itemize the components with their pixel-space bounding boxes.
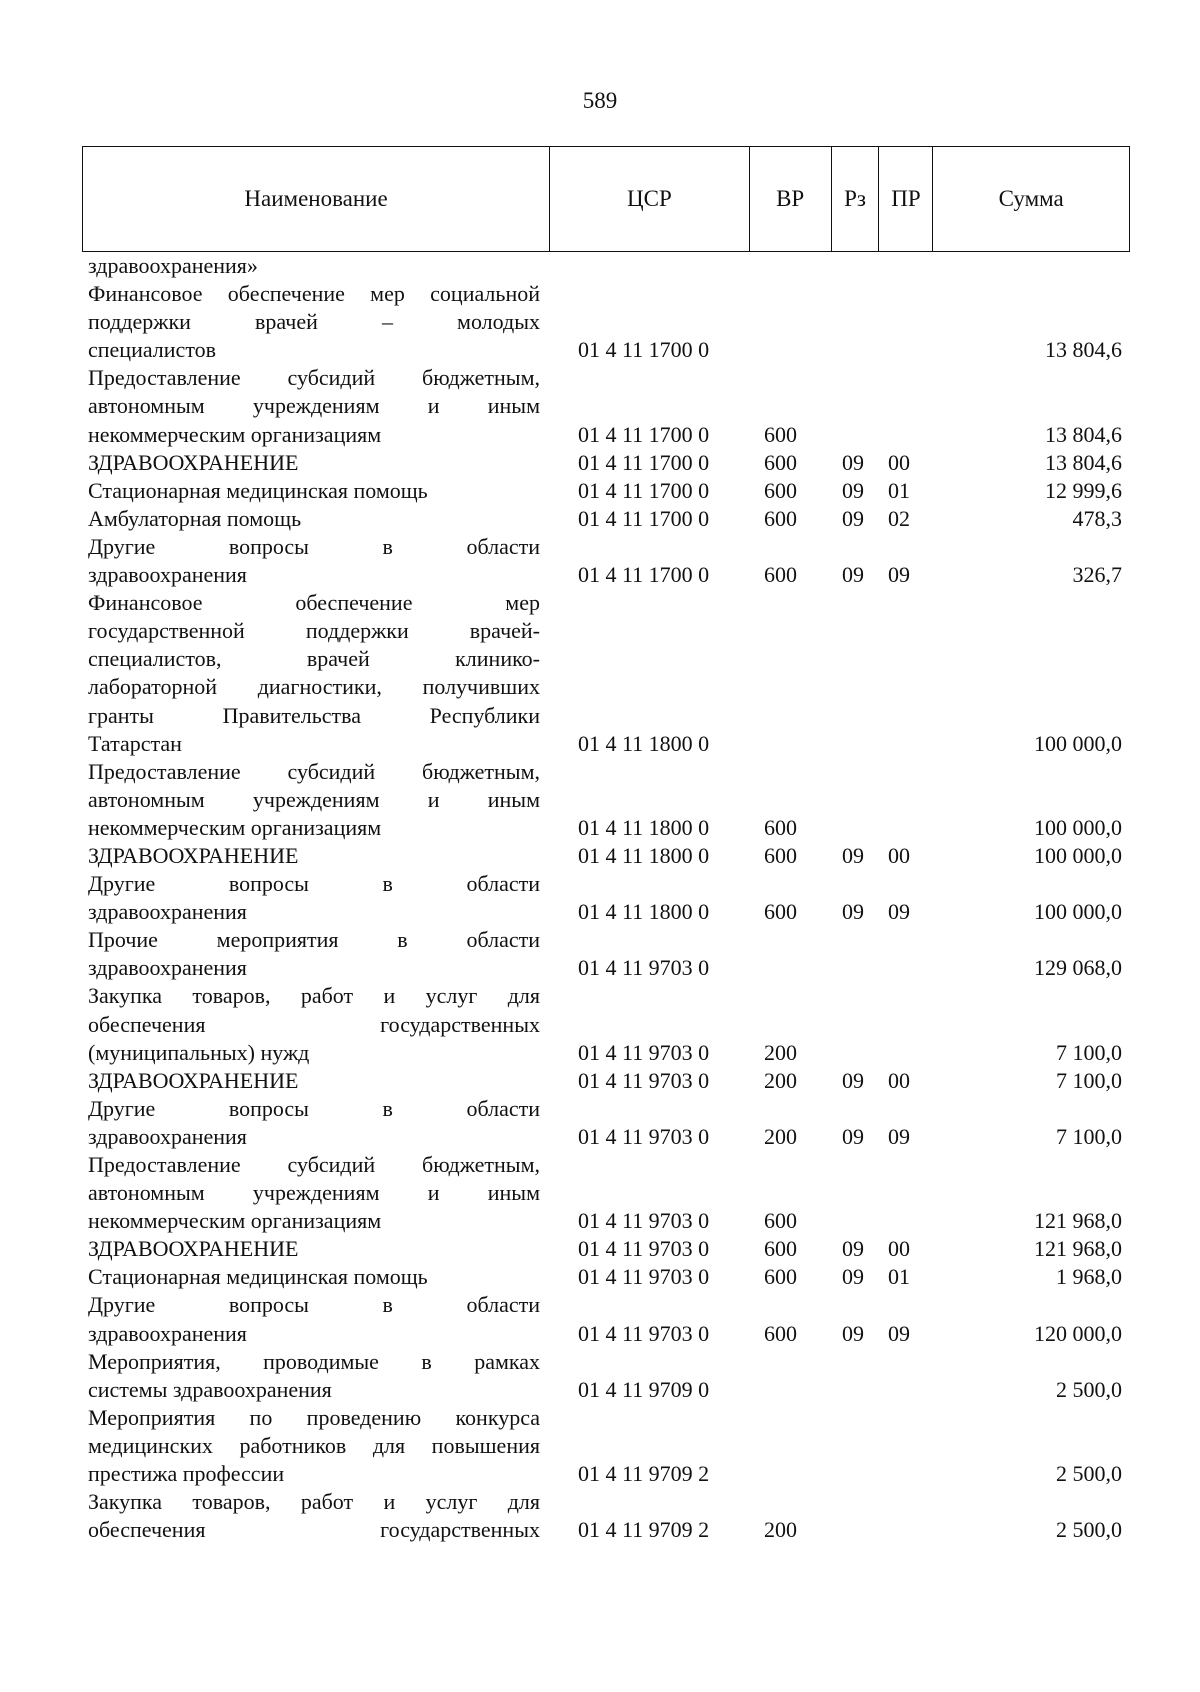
row-name-line: здравоохранения — [88, 562, 247, 588]
row-name-line: Предоставление субсидий бюджетным, — [88, 365, 540, 391]
row-sum: 100 000,0 — [1034, 842, 1122, 868]
row-sum: 7 100,0 — [1056, 1039, 1122, 1065]
table-row — [82, 280, 1130, 364]
row-name — [82, 1095, 550, 1151]
row-name-line: специалистов, врачей клинико- — [88, 646, 540, 672]
table-row — [82, 842, 1130, 870]
row-csr: 01 4 11 9703 0 — [578, 1208, 710, 1234]
row-rz: 09 — [842, 1320, 864, 1346]
row-rz: 09 — [842, 477, 864, 503]
row-sum: 13 804,6 — [1045, 449, 1122, 475]
row-name-line: некоммерческим организациям — [88, 814, 382, 840]
table-row — [82, 533, 1130, 589]
header-sum: Сумма — [998, 186, 1064, 211]
row-pr: 09 — [888, 899, 910, 925]
table-row — [82, 758, 1130, 842]
table-row — [82, 449, 1130, 477]
page-number: 589 — [582, 88, 618, 113]
row-vr: 600 — [764, 449, 797, 475]
row-rz: 09 — [842, 562, 864, 588]
row-rz: 09 — [842, 1236, 864, 1262]
table-row — [82, 1291, 1130, 1347]
row-vr: 600 — [764, 1236, 797, 1262]
table-row — [82, 589, 1130, 758]
row-vr: 600 — [764, 421, 797, 447]
table-row — [82, 926, 1130, 982]
row-vr: 200 — [764, 1039, 797, 1065]
row-name-line: государственной поддержки врачей- — [88, 618, 540, 644]
row-sum: 13 804,6 — [1045, 421, 1122, 447]
table-row — [82, 364, 1130, 448]
row-name-line: медицинских работников для повышения — [88, 1432, 540, 1458]
row-name-line: здравоохранения» — [88, 253, 258, 278]
row-pr: 00 — [888, 449, 910, 475]
row-csr: 01 4 11 9703 0 — [578, 1236, 710, 1262]
table-row — [82, 1348, 1130, 1404]
row-name-line: лабораторной диагностики, получивших — [88, 674, 540, 700]
row-rz: 09 — [842, 1067, 864, 1093]
row-name-line: Другие вопросы в области — [88, 533, 540, 559]
row-name — [82, 589, 550, 758]
row-name-line: Стационарная медицинская помощь — [88, 1264, 428, 1290]
row-csr: 01 4 11 9703 0 — [578, 1320, 710, 1346]
row-name-line: ЗДРАВООХРАНЕНИЕ — [88, 449, 299, 475]
table-body — [82, 252, 1130, 1544]
row-name-line: автономным учреждениям и иным — [88, 786, 540, 812]
row-rz: 09 — [842, 1123, 864, 1149]
table-row — [82, 1095, 1130, 1151]
row-csr: 01 4 11 1700 0 — [578, 477, 710, 503]
row-csr: 01 4 11 1700 0 — [578, 449, 710, 475]
row-name-line: здравоохранения — [88, 1320, 247, 1346]
row-pr: 00 — [888, 1067, 910, 1093]
row-name — [82, 252, 550, 280]
row-sum: 100 000,0 — [1034, 730, 1122, 756]
table-row — [82, 477, 1130, 505]
table-row — [82, 505, 1130, 533]
table-row — [82, 982, 1130, 1066]
row-name — [82, 1488, 550, 1544]
row-name — [82, 870, 550, 926]
row-name-line: Мероприятия по проведению конкурса — [88, 1404, 540, 1430]
row-name — [82, 449, 550, 477]
row-name-line: ЗДРАВООХРАНЕНИЕ — [88, 1236, 299, 1262]
row-sum: 100 000,0 — [1034, 814, 1122, 840]
row-pr: 09 — [888, 1320, 910, 1346]
row-sum: 12 999,6 — [1045, 477, 1122, 503]
header-csr: ЦСР — [550, 147, 750, 251]
row-pr: 00 — [888, 842, 910, 868]
row-name-line: (муниципальных) нужд — [88, 1039, 310, 1065]
row-vr: 600 — [764, 1264, 797, 1290]
row-name-line: Предоставление субсидий бюджетным, — [88, 758, 540, 784]
row-name-line: обеспечения государственных — [88, 1011, 540, 1037]
row-sum: 478,3 — [1072, 505, 1122, 531]
row-sum: 120 000,0 — [1034, 1320, 1122, 1346]
row-csr: 01 4 11 1700 0 — [578, 421, 710, 447]
row-name-line: Другие вопросы в области — [88, 1292, 540, 1318]
row-name-line: Амбулаторная помощь — [88, 505, 302, 531]
row-csr: 01 4 11 9703 0 — [578, 955, 710, 981]
row-name-line: гранты Правительства Республики — [88, 702, 540, 728]
row-sum: 121 968,0 — [1034, 1236, 1122, 1262]
row-vr: 200 — [764, 1517, 797, 1543]
row-csr: 01 4 11 9709 0 — [578, 1376, 710, 1402]
row-name-line: Стационарная медицинская помощь — [88, 477, 428, 503]
row-rz: 09 — [842, 842, 864, 868]
row-sum: 121 968,0 — [1034, 1208, 1122, 1234]
row-csr: 01 4 11 1700 0 — [578, 505, 710, 531]
row-name-line: Закупка товаров, работ и услуг для — [88, 983, 540, 1009]
row-csr: 01 4 11 1800 0 — [578, 814, 710, 840]
row-name-line: Закупка товаров, работ и услуг для — [88, 1489, 540, 1515]
row-csr: 01 4 11 1700 0 — [578, 562, 710, 588]
row-name — [82, 1263, 550, 1291]
table-row — [82, 1151, 1130, 1235]
row-vr: 200 — [764, 1067, 797, 1093]
row-rz: 09 — [842, 899, 864, 925]
row-name-line: Другие вопросы в области — [88, 871, 540, 897]
row-name-line: обеспечения государственных — [88, 1517, 540, 1543]
row-name-line: здравоохранения — [88, 1123, 247, 1149]
row-vr: 600 — [764, 505, 797, 531]
row-sum: 2 500,0 — [1056, 1376, 1122, 1402]
row-name-line: некоммерческим организациям — [88, 421, 382, 447]
row-pr: 01 — [888, 1264, 910, 1290]
row-name — [82, 982, 550, 1066]
row-pr: 02 — [888, 505, 910, 531]
row-name — [82, 280, 550, 364]
table-row — [82, 1488, 1130, 1544]
table-row — [82, 1404, 1130, 1488]
row-sum: 2 500,0 — [1056, 1517, 1122, 1543]
row-vr: 600 — [764, 477, 797, 503]
row-vr: 600 — [764, 1320, 797, 1346]
table-row — [82, 1067, 1130, 1095]
row-name-line: ЗДРАВООХРАНЕНИЕ — [88, 1067, 299, 1093]
row-sum: 7 100,0 — [1056, 1123, 1122, 1149]
row-name — [82, 477, 550, 505]
row-name-line: Предоставление субсидий бюджетным, — [88, 1152, 540, 1177]
row-sum: 100 000,0 — [1034, 899, 1122, 925]
row-name — [82, 505, 550, 533]
row-name — [82, 1348, 550, 1404]
row-sum: 326,7 — [1072, 562, 1122, 588]
row-name-line: Татарстан — [88, 730, 182, 756]
row-csr: 01 4 11 9703 0 — [578, 1264, 710, 1290]
row-name-line: системы здравоохранения — [88, 1376, 332, 1402]
row-csr: 01 4 11 9703 0 — [578, 1039, 710, 1065]
row-name-line: автономным учреждениям и иным — [88, 1180, 540, 1206]
row-pr: 01 — [888, 477, 910, 503]
row-name — [82, 842, 550, 870]
row-pr: 09 — [888, 1123, 910, 1149]
row-name-line: Финансовое обеспечение мер — [88, 590, 540, 616]
row-name — [82, 1151, 550, 1235]
row-sum: 2 500,0 — [1056, 1461, 1122, 1487]
row-name-line: поддержки врачей – молодых — [88, 309, 540, 335]
row-vr: 600 — [764, 899, 797, 925]
row-name-line: специалистов — [88, 337, 217, 363]
table-row — [82, 1235, 1130, 1263]
row-csr: 01 4 11 1700 0 — [578, 337, 710, 363]
row-name — [82, 1235, 550, 1263]
header-name: Наименование — [83, 147, 550, 251]
row-vr: 600 — [764, 814, 797, 840]
row-rz: 09 — [842, 449, 864, 475]
row-sum: 13 804,6 — [1045, 337, 1122, 363]
row-name-line: Другие вопросы в области — [88, 1095, 540, 1121]
header-vr: ВР — [750, 147, 832, 251]
row-csr: 01 4 11 9703 0 — [578, 1123, 710, 1149]
row-name-line: ЗДРАВООХРАНЕНИЕ — [88, 842, 299, 868]
row-name — [82, 1067, 550, 1095]
row-vr: 600 — [764, 1208, 797, 1234]
row-csr: 01 4 11 9703 0 — [578, 1067, 710, 1093]
row-name — [82, 1404, 550, 1488]
row-name — [82, 364, 550, 448]
row-vr: 600 — [764, 842, 797, 868]
header-pr: ПР — [879, 147, 933, 251]
row-csr: 01 4 11 1800 0 — [578, 730, 710, 756]
row-vr: 200 — [764, 1123, 797, 1149]
row-name-line: престижа профессии — [88, 1461, 285, 1487]
row-name — [82, 758, 550, 842]
row-pr: 00 — [888, 1236, 910, 1262]
table-row — [82, 1263, 1130, 1291]
header-rz: Рз — [832, 147, 880, 251]
row-vr: 600 — [764, 562, 797, 588]
row-name-line: Финансовое обеспечение мер социальной — [88, 281, 540, 307]
table-row — [82, 252, 1130, 280]
row-name — [82, 533, 550, 589]
row-name-line: Прочие мероприятия в области — [88, 927, 540, 953]
row-rz: 09 — [842, 505, 864, 531]
row-sum: 7 100,0 — [1056, 1067, 1122, 1093]
row-name-line: здравоохранения — [88, 955, 247, 981]
row-name-line: некоммерческим организациям — [88, 1208, 382, 1234]
row-name-line: автономным учреждениям и иным — [88, 393, 540, 419]
row-name-line: здравоохранения — [88, 899, 247, 925]
table-header — [82, 146, 1130, 252]
row-csr: 01 4 11 9709 2 — [578, 1461, 710, 1487]
row-sum: 129 068,0 — [1034, 955, 1122, 981]
row-csr: 01 4 11 9709 2 — [578, 1517, 710, 1543]
table-row — [82, 870, 1130, 926]
row-name — [82, 1291, 550, 1347]
row-rz: 09 — [842, 1264, 864, 1290]
row-sum: 1 968,0 — [1056, 1264, 1122, 1290]
row-name — [82, 926, 550, 982]
row-pr: 09 — [888, 562, 910, 588]
row-csr: 01 4 11 1800 0 — [578, 842, 710, 868]
row-csr: 01 4 11 1800 0 — [578, 899, 710, 925]
row-name-line: Мероприятия, проводимые в рамках — [88, 1348, 540, 1374]
